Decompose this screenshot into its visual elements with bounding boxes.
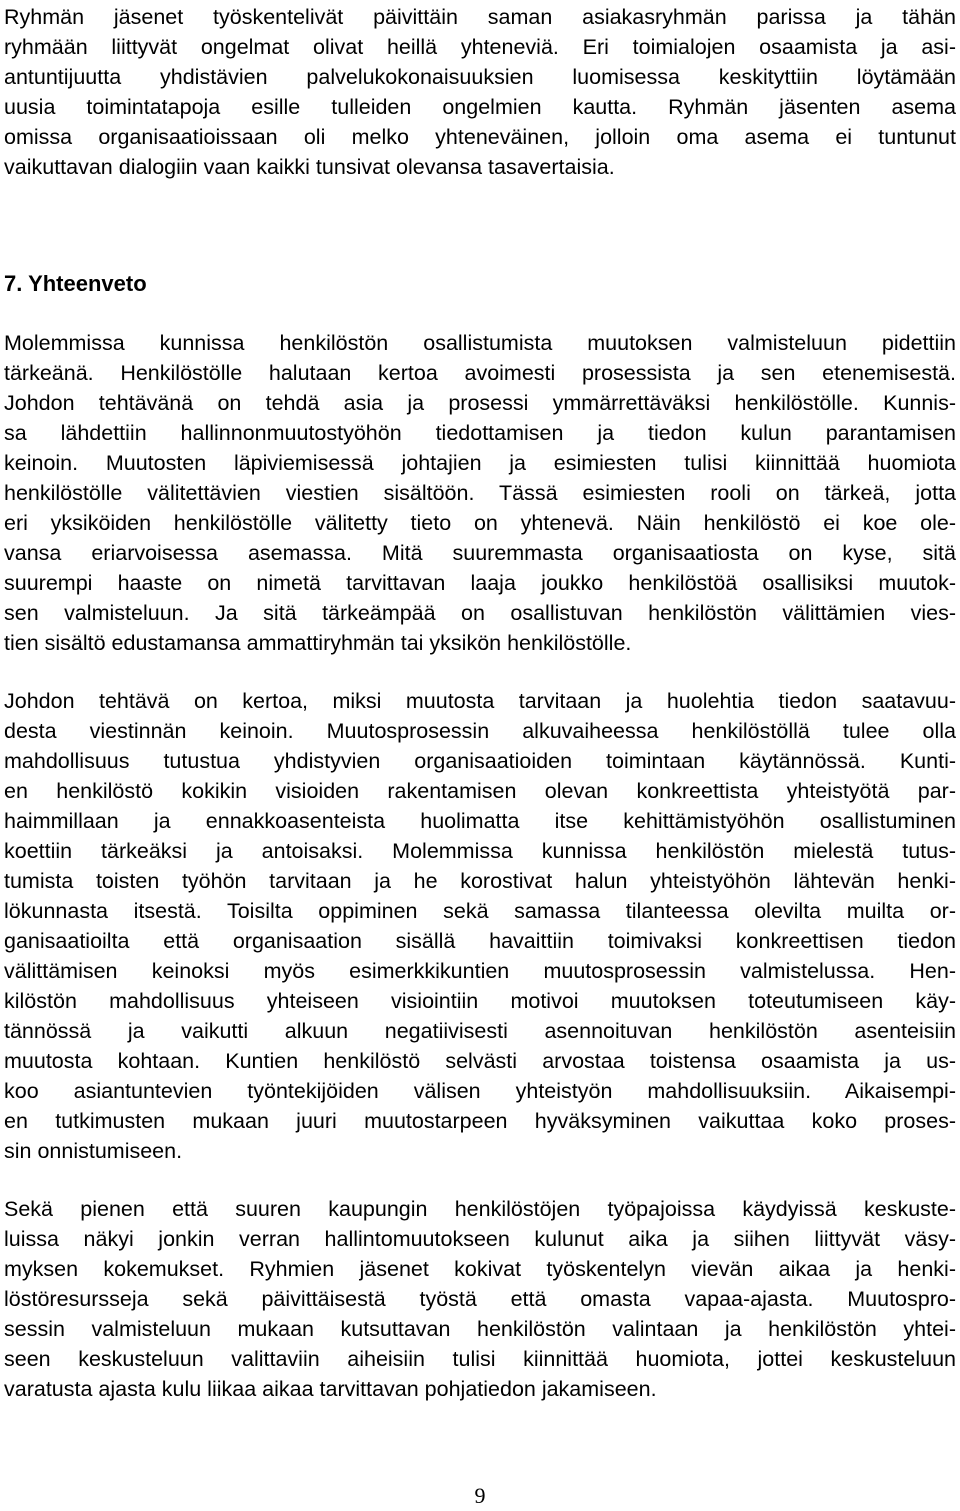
text-line: tien sisältö edustamansa ammattiryhmän tai yksikön henkilöstölle. (4, 631, 632, 655)
text-line: henkilöstölle välitettävien viestien sisältöön. Tässä esimiesten rooli on tärkeä, jotta (4, 481, 956, 505)
text-line: antuntijuutta yhdistävien palvelukokonaisuuksien luomisessa keskityttiin löytämään (4, 65, 956, 89)
text-line: Johdon tehtävänä on tehdä asia ja prosessi ymmärrettäväksi henkilöstölle. Kunnis- (4, 391, 956, 415)
text-line: sin onnistumiseen. (4, 1139, 183, 1163)
text-line: uusia toimintatapoja esille tulleiden ongelmien kautta. Ryhmän jäsenten asema (4, 95, 956, 119)
body-paragraph (4, 2, 956, 182)
text-line: tumista toisten työhön tarvitaan ja he korostivat halun yhteistyöhön lähtevän henki- (4, 869, 956, 893)
text-line: Molemmissa kunnissa henkilöstön osallistumista muutoksen valmisteluun pidettiin (4, 331, 956, 355)
body-paragraph (4, 328, 956, 658)
text-line: desta viestinnän keinoin. Muutosprosessin alkuvaiheessa henkilöstöllä tulee olla (4, 719, 956, 743)
text-line: omissa organisaatioissaan oli melko yhteneväinen, jolloin oma asema ei tuntunut (4, 125, 956, 149)
text-line: myksen kokemukset. Ryhmien jäsenet kokivat työskentelyn vievän aikaa ja henki- (4, 1257, 956, 1281)
text-line: kilöstön mahdollisuus yhteiseen visiointiin motivoi muutoksen toteutumiseen käy- (4, 989, 956, 1013)
text-line: vansa eriarvoisessa asemassa. Mitä suuremmasta organisaatiosta on kyse, sitä (4, 541, 956, 565)
text-line: eri yksiköiden henkilöstölle välitetty tieto on yhtenevä. Näin henkilöstö ei koe ole- (4, 511, 956, 535)
text-line: sa lähdettiin hallinnonmuutostyöhön tiedottamisen ja tiedon kulun parantamisen (4, 421, 956, 445)
text-line: tännössä ja vaikutti alkuun negatiivisesti asennoituvan henkilöstön asenteisiin (4, 1019, 956, 1043)
text-line: mahdollisuus tutustua yhdistyvien organisaatioiden toimintaan käytännössä. Kunti- (4, 749, 956, 773)
text-line: sessin valmisteluun mukaan kutsuttavan henkilöstön valintaan ja henkilöstön yhtei- (4, 1317, 956, 1341)
text-line: Sekä pienen että suuren kaupungin henkilöstöjen työpajoissa käydyissä keskuste- (4, 1197, 956, 1221)
text-line: varatusta ajasta kulu liikaa aikaa tarvittavan pohjatiedon jakamiseen. (4, 1377, 657, 1401)
section-heading: 7. Yhteenveto (4, 271, 147, 296)
text-line: sen valmisteluun. Ja sitä tärkeämpää on osallistuvan henkilöstön välittämien vies- (4, 601, 956, 625)
body-paragraph (4, 686, 956, 1166)
text-line: löstöresursseja sekä päivittäisestä työstä että omasta vapaa-ajasta. Muutospro- (4, 1287, 956, 1311)
text-line: koettiin tärkeäksi ja antoisaksi. Molemmissa kunnissa henkilöstön mielestä tutus- (4, 839, 956, 863)
text-line: tärkeänä. Henkilöstölle halutaan kertoa avoimesti prosessista ja sen etenemisestä. (4, 361, 956, 385)
text-line: en henkilöstö kokikin visioiden rakentamisen olevan konkreettista yhteistyötä par- (4, 779, 956, 803)
text-line: Johdon tehtävä on kertoa, miksi muutosta tarvitaan ja huolehtia tiedon saatavuu- (4, 689, 956, 713)
body-paragraph (4, 1194, 956, 1404)
text-line: luissa näkyi jonkin verran hallintomuutokseen kulunut aika ja siihen liittyvät väsy- (4, 1227, 956, 1251)
text-line: Ryhmän jäsenet työskentelivät päivittäin saman asiakasryhmän parissa ja tähän (4, 5, 956, 29)
text-line: koo asiantuntevien työntekijöiden välisen yhteistyön mahdollisuuksiin. Aikaisempi- (4, 1079, 956, 1103)
text-line: en tutkimusten mukaan juuri muutostarpeen hyväksyminen vaikuttaa koko proses- (4, 1109, 956, 1133)
page-number: 9 (474, 1483, 486, 1508)
text-line: seen keskusteluun valittaviin aiheisiin tulisi kiinnittää huomiota, jottei keskusteluun (4, 1347, 956, 1371)
text-line: ryhmään liittyvät ongelmat olivat heillä yhteneviä. Eri toimialojen osaamista ja asi- (4, 35, 956, 59)
text-line: suurempi haaste on nimetä tarvittavan laaja joukko henkilöstöä osallisiksi muutok- (4, 571, 956, 595)
text-line: keinoin. Muutosten läpiviemisessä johtajien ja esimiesten tulisi kiinnittää huomiota (4, 451, 956, 475)
text-line: ganisaatioilta että organisaation sisällä havaittiin toimivaksi konkreettisen tiedon (4, 929, 956, 953)
text-line: vaikuttavan dialogiin vaan kaikki tunsivat olevansa tasavertaisia. (4, 155, 615, 179)
text-line: lökunnasta itsestä. Toisilta oppiminen sekä samassa tilanteessa olevilta muilta or- (4, 899, 956, 923)
text-line: välittämisen keinoksi myös esimerkkikuntien muutosprosessin valmistelussa. Hen- (4, 959, 956, 983)
text-line: haimmillaan ja ennakkoasenteista huolimatta itse kehittämistyöhön osallistuminen (4, 809, 956, 833)
text-line: muutosta kohtaan. Kuntien henkilöstö selvästi arvostaa toistensa osaamista ja us- (4, 1049, 956, 1073)
